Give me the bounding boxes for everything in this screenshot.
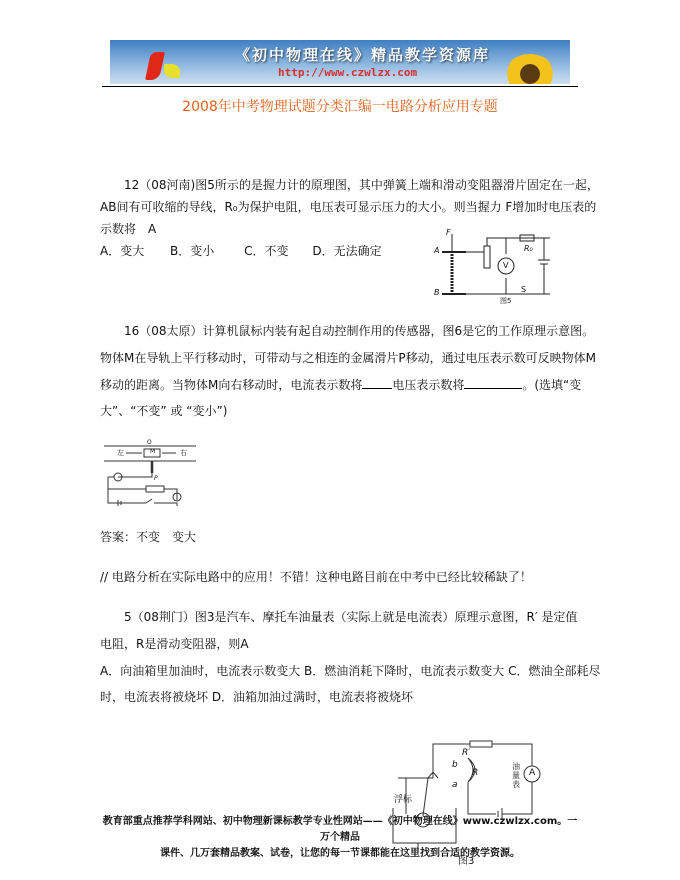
fig3-label-float: 浮标 — [394, 795, 413, 805]
footer-line-1: 教育部重点推荐学科网站、初中物理新课标教学专业性网站——《初中物理在线》www.czwlzx.com。一万个精品 — [102, 816, 578, 843]
fig3-label-r: R — [472, 768, 479, 778]
q5-line-2: 电阻，R是滑动变阻器，则A — [100, 637, 249, 651]
q12-option-c: C．不变 — [244, 244, 289, 258]
fig3-label-b: b — [452, 760, 458, 770]
q16-line-4: 大”、“不变” 或 “变小”) — [100, 404, 228, 418]
footer-note — [100, 814, 580, 862]
q5-line-1: 5（08荆门）图3是汽车、摩托车油量表（实际上就是电流表）原理示意图，R′ 是定值 — [124, 610, 578, 624]
site-banner — [110, 40, 570, 84]
q16-blank-2[interactable] — [464, 376, 522, 389]
figure-5-circuit — [440, 232, 550, 304]
document-title: 2008年中考物理试题分类汇编一电路分析应用专题 — [182, 99, 498, 115]
logo-icon — [145, 52, 165, 80]
q16-answer: 答案：不变 变大 — [100, 530, 197, 544]
fig6-label-left: 左 — [117, 449, 124, 457]
fig6-label-m: M — [150, 448, 156, 455]
q16-text-b: 电压表示数将 — [392, 378, 465, 392]
q16-line-1: 16（08太原）计算机鼠标内装有起自动控制作用的传感器，图6是它的工作原理示意图。 — [124, 324, 595, 338]
fig3-label-r-prime: R′ — [462, 748, 471, 758]
footer-line-2: 课件、几万套精品教案、试卷，让您的每一节课都能在这里找到合适的教学资源。 — [160, 848, 520, 859]
q12-option-b: B．变小 — [170, 244, 215, 258]
fig3-label-ammeter: A — [529, 768, 536, 778]
fig5-label-s: S — [521, 285, 527, 294]
header-divider — [102, 86, 578, 87]
fig6-label-p: P — [154, 475, 158, 482]
banner-title: 《初中物理在线》精品教学资源库 — [235, 46, 491, 64]
q5-line-3: A．向油箱里加油时，电流表示数变大 B．燃油消耗下降时，电流表示数变大 C．燃油全部耗尽 — [100, 664, 601, 678]
q12-line-2: AB间有可收缩的导线，R₀为保护电阻，电压表可显示压力的大小。则当握力 F增加时电压表的 — [100, 200, 597, 214]
sunflower-image — [505, 54, 555, 84]
fig3-caption: 图3 — [458, 856, 475, 867]
comment-line: // 电路分析在实际电路中的应用！不错！这种电路目前在中考中已经比较稀缺了！ — [100, 570, 532, 584]
fig6-label-o: O — [147, 439, 152, 446]
fig5-label-r0: R₀ — [524, 244, 533, 253]
q12-line-3: 示数将 A — [100, 222, 157, 236]
fig5-label-v: V — [503, 261, 509, 270]
fig3-label-a: a — [452, 780, 458, 790]
q12-option-d: D．无法确定 — [312, 244, 382, 258]
q16-line-2: 物体M在导轨上平行移动时，可带动与之相连的金属滑片P移动，通过电压表示数可反映物体M — [100, 351, 596, 365]
fig6-label-right: 右 — [180, 449, 187, 457]
q16-text-a: 移动的距离。当物体M向右移动时，电流表示数将 — [100, 378, 363, 392]
fig3-label-fuel-gauge: 油量表 — [512, 762, 520, 789]
q12-option-a: A．变大 — [100, 244, 145, 258]
q16-blank-1[interactable] — [362, 376, 392, 389]
fig5-label-b: B — [434, 288, 440, 297]
banner-url: http://www.czwlzx.com — [278, 66, 418, 79]
q16-line-3 — [100, 374, 582, 396]
fig5-label-f: F — [446, 228, 451, 237]
q16-text-c: 。(选填“变 — [522, 378, 582, 392]
q12-line-1: 12（08河南)图5所示的是握力计的原理图，其中弹簧上端和滑动变阻器滑片固定在一起， — [124, 178, 599, 192]
q5-line-4: 时，电流表将被烧坏 D．油箱加油过满时，电流表将被烧坏 — [100, 690, 414, 704]
logo-icon-2 — [164, 64, 180, 78]
fig5-label-a: A — [434, 246, 440, 255]
fig5-caption: 图5 — [500, 297, 512, 305]
